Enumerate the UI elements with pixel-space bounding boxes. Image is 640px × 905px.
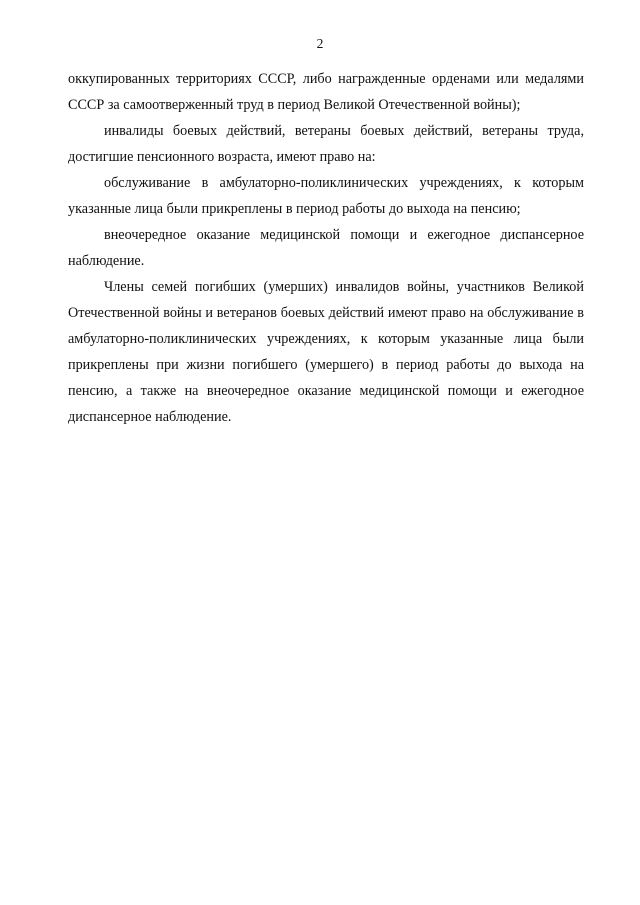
paragraph-outpatient-service: обслуживание в амбулаторно-поликлинических учреждениях, к которым указанные лица были прикреплены в период работы до выхода на пенсию; (68, 175, 584, 217)
paragraph-continuation: оккупированных территориях СССР, либо награжденные орденами или медалями СССР за самоотверженный труд в период Великой Отечественной войны); (68, 71, 584, 113)
page-number: 2 (316, 36, 324, 51)
document-body (68, 66, 584, 430)
paragraph-priority-care: внеочередное оказание медицинской помощи и ежегодное диспансерное наблюдение. (68, 227, 584, 269)
paragraph-family-members: Члены семей погибших (умерших) инвалидов войны, участников Великой Отечественной войны и ветеранов боевых действий имеют право на обслуживание в амбулаторно-поликлинических учреждениях, к которым указанные лица были прикреплены при жизни погибшего (умершего) в период работы до выхода на пенсию, а также на внеочередное оказание медицинской помощи и ежегодное диспансерное наблюдение. (68, 279, 584, 425)
paragraph-eligible-persons: инвалиды боевых действий, ветераны боевых действий, ветераны труда, достигшие пенсионного возраста, имеют право на: (68, 123, 584, 165)
